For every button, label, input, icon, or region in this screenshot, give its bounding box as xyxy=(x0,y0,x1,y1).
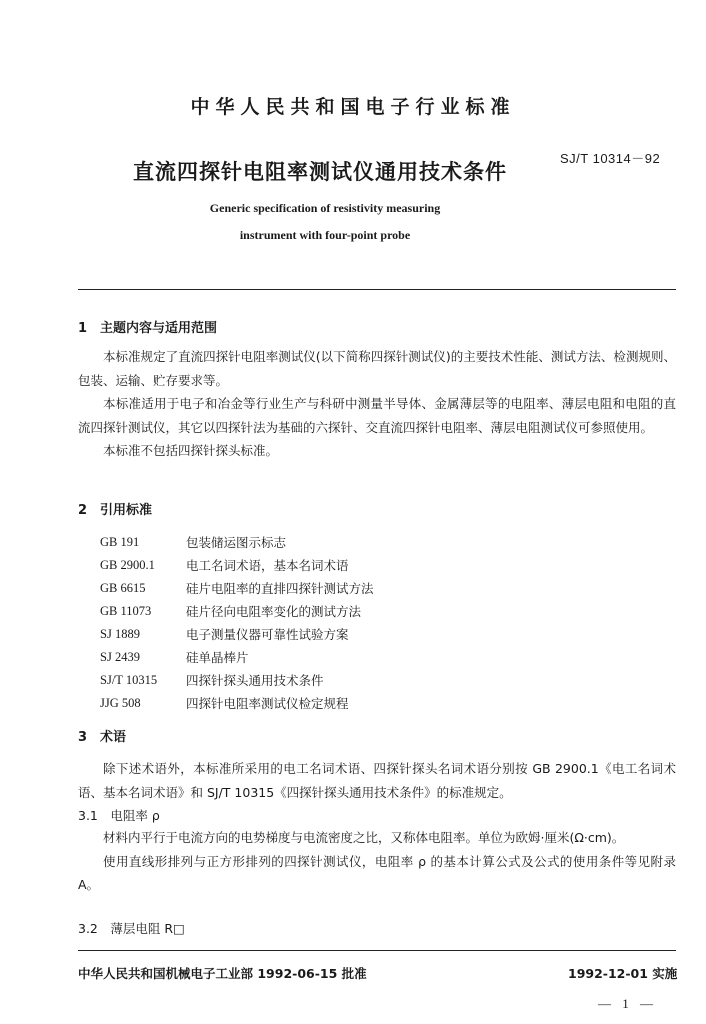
term1-note: 使用直线形排列与正方形排列的四探针测试仪，电阻率 ρ 的基本计算公式及公式的使用条件等见附录 A。 xyxy=(78,853,676,892)
reference-code: GB 11073 xyxy=(100,604,152,618)
section3-intro-text: 除下述术语外，本标准所采用的电工名词术语、四探针探头名词术语分别按 GB 2900.1《电工名词术语、基本名词术语》和 SJ/T 10315《四探针探头通用技术条件》的标准规定。 xyxy=(78,761,676,800)
reference-code: SJ/T 10315 xyxy=(100,673,158,687)
footer-divider xyxy=(78,950,676,951)
section1-heading: 1 主题内容与适用范围 xyxy=(78,321,218,336)
standard-body-title: 中华人民共和国电子行业标准 xyxy=(190,96,516,118)
section1-body xyxy=(78,345,676,463)
reference-code: GB 191 xyxy=(100,535,140,549)
effective-date: 1992-12-01 实施 xyxy=(568,966,678,981)
english-title-line1: Generic specification of resistivity measuring xyxy=(209,201,441,215)
reference-title: 四探针探头通用技术条件 xyxy=(186,673,324,688)
reference-list xyxy=(100,531,374,715)
english-title-line2: instrument with four-point probe xyxy=(239,228,411,242)
reference-title: 硅单晶棒片 xyxy=(186,650,249,665)
reference-item xyxy=(100,577,374,600)
reference-item xyxy=(100,623,374,646)
section2-heading: 2 引用标准 xyxy=(78,503,153,518)
reference-code: SJ 1889 xyxy=(100,627,140,641)
standard-code: SJ/T 10314－92 xyxy=(560,151,661,166)
reference-code: GB 6615 xyxy=(100,581,146,595)
page-number: — 1 — xyxy=(598,996,657,1011)
reference-code: SJ 2439 xyxy=(100,650,140,664)
reference-item xyxy=(100,692,374,715)
section3-intro xyxy=(78,757,676,804)
reference-title: 电子测量仪器可靠性试验方案 xyxy=(186,627,349,642)
section1-paragraph: 本标准不包括四探针探头标准。 xyxy=(103,443,279,458)
reference-item xyxy=(100,646,374,669)
reference-title: 硅片径向电阻率变化的测试方法 xyxy=(186,604,362,619)
reference-item xyxy=(100,600,374,623)
term1-definition: 材料内平行于电流方向的电势梯度与电流密度之比，又称体电阻率。单位为欧姆·厘米(Ω·cm)。 xyxy=(103,830,625,845)
reference-item xyxy=(100,669,374,692)
reference-item xyxy=(100,531,374,554)
reference-code: GB 2900.1 xyxy=(100,558,155,572)
term1-body xyxy=(78,826,676,897)
document-title: 直流四探针电阻率测试仪通用技术条件 xyxy=(133,160,507,184)
term2-heading: 3.2 薄层电阻 R□ xyxy=(78,921,185,936)
reference-title: 电工名词术语，基本名词术语 xyxy=(186,558,349,573)
approval-line: 中华人民共和国机械电子工业部 1992-06-15 批准 xyxy=(78,966,367,981)
reference-title: 包装储运图示标志 xyxy=(186,535,287,550)
reference-item xyxy=(100,554,374,577)
reference-title: 四探针电阻率测试仪检定规程 xyxy=(186,696,349,711)
section1-paragraph: 本标准规定了直流四探针电阻率测试仪(以下简称四探针测试仪)的主要技术性能、测试方法、检测规则、包装、运输、贮存要求等。 xyxy=(78,349,676,388)
header-divider xyxy=(78,289,676,290)
term1-heading: 3.1 电阻率 ρ xyxy=(78,808,160,823)
reference-code: JJG 508 xyxy=(100,696,141,710)
section1-paragraph: 本标准适用于电子和冶金等行业生产与科研中测量半导体、金属薄层等的电阻率、薄层电阻和电阻的直流四探针测试仪，其它以四探针法为基础的六探针、交直流四探针电阻率、薄层电阻测试仪可参照使用。 xyxy=(78,396,676,435)
section3-heading: 3 术语 xyxy=(78,730,127,745)
reference-title: 硅片电阻率的直排四探针测试方法 xyxy=(186,581,374,596)
